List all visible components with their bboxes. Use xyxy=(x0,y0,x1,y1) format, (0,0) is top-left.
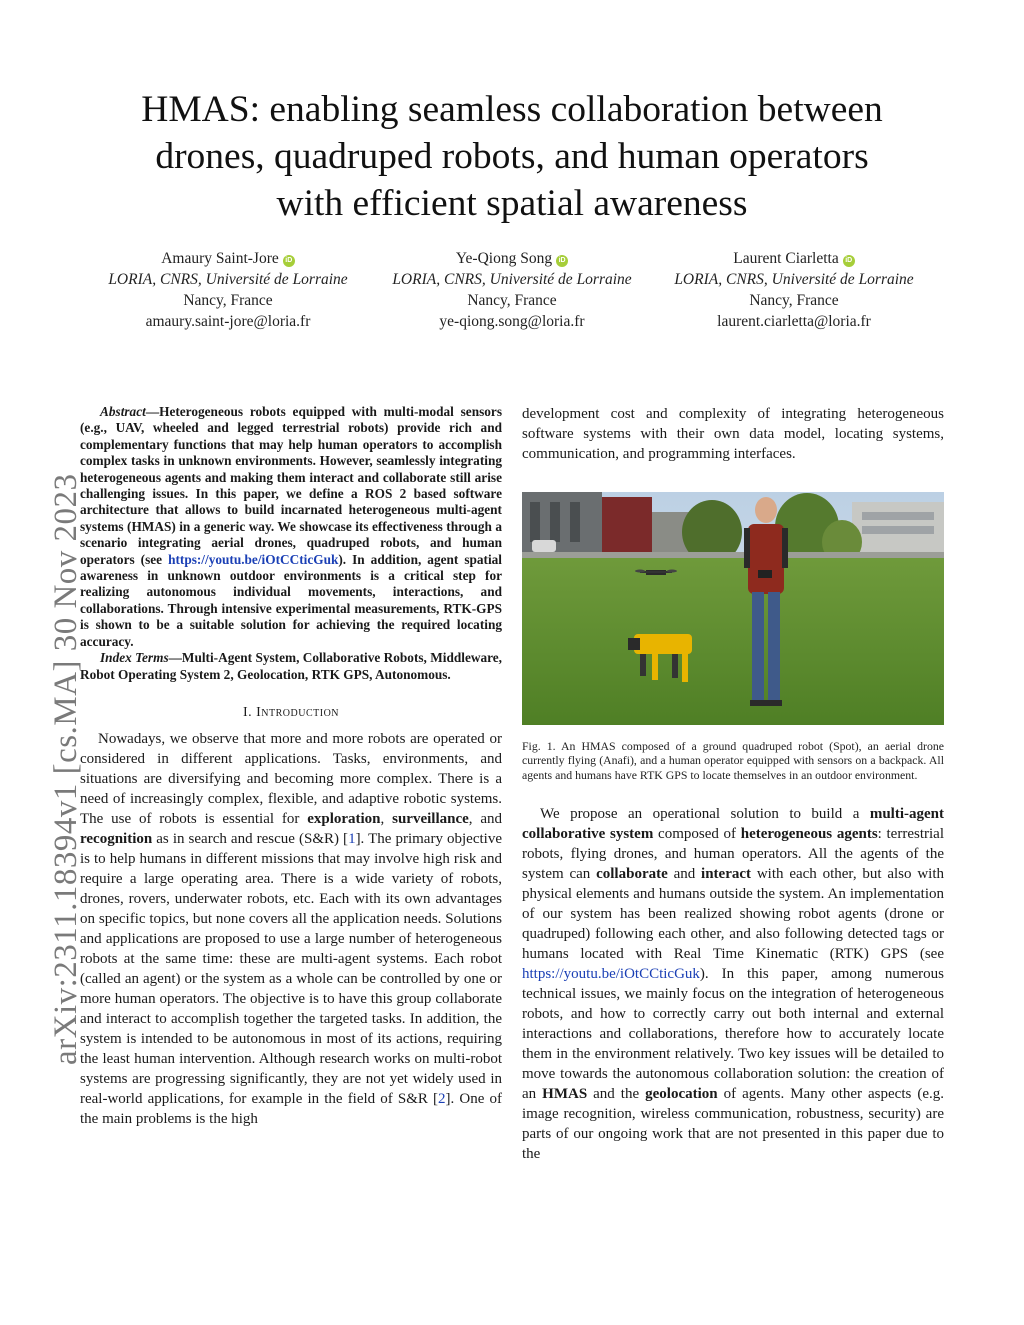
text-run: ). In this paper, among numerous technical issues, we mainly focus on the integration of heterogeneous robots, and how to correctly carry out both internal and external interactions and collaborations, therefore how to accurately locate them in the environment relatively. Two key issues will be detailed to move towards the autonomous collaboration solution: the creation of an xyxy=(522,965,944,1102)
right-column xyxy=(522,404,944,1164)
intro-paragraph xyxy=(80,729,502,1129)
text-run: and xyxy=(667,865,702,882)
author-2 xyxy=(362,248,662,332)
text-run: and the xyxy=(587,1085,646,1102)
author-name: Ye-Qiong Song xyxy=(455,250,553,267)
author-city: Nancy, France xyxy=(467,292,557,309)
text-run: composed of xyxy=(653,825,741,842)
car xyxy=(532,540,556,552)
index-terms-text: —Multi-Agent System, Collaborative Robots, Middleware, Robot Operating System 2, Geolocation, RTK GPS, Autonomous. xyxy=(80,650,502,682)
text-run: as in search and rescue (S&R) [ xyxy=(152,830,349,847)
author-city: Nancy, France xyxy=(183,292,273,309)
title-line-1: HMAS: enabling seamless collaboration between xyxy=(141,89,883,130)
author-email: amaury.saint-jore@loria.fr xyxy=(145,313,311,330)
figure-caption: Fig. 1. An HMAS composed of a ground quadruped robot (Spot), an aerial drone currently flying (Anafi), and a human operator equipped with sensors on a backpack. All agents and humans have RTK GPS to locate themselves in an outdoor environment. xyxy=(522,739,944,782)
index-terms xyxy=(80,650,502,683)
author-name: Amaury Saint-Jore xyxy=(161,250,279,267)
author-affiliation: LORIA, CNRS, Université de Lorraine xyxy=(392,271,632,288)
text-run: , and xyxy=(468,810,502,827)
abstract-text: —Heterogeneous robots equipped with multi-modal sensors (e.g., UAV, wheeled and legged terrestrial robots) provide rich and complementary functions that may help human operators to accomplish complex tasks in unknown environments. However, seamlessly integrating heterogeneous agents and making them interact and collaborate still arise challenging issues. In this paper, we define a ROS 2 based software architecture that allows to build incarnated heterogeneous multi-agent systems (HMAS) in a generic way. We showcase its effectiveness through a scenario integrating aerial drones, quadruped robots, and human operators (see xyxy=(80,404,502,567)
author-1 xyxy=(78,248,378,332)
title-line-3: with efficient spatial awareness xyxy=(276,183,748,224)
text-run: ]. The primary objective is to help humans in different missions that may involve high risk and require a large operating area. There is a wide variety of robots, drones, rovers, underwater robots, etc. Each with its own advantages on specific topics, but none covers all the application needs. Solutions and applications are proposed to use a large number of heterogeneous robots at the same time: these are multi-agent systems. Each robot (called an agent) or the system as a whole can be controlled by one or more human operators. The objective is to have this group collaborate and interact to accomplish together the targeted tasks. In addition, the system is intended to be autonomous in most of its actions, requiring the least human intervention. Although research works on multi-robot systems are progressing significantly, they are not yet widely used in real-world applications, for example in the field of S&R [ xyxy=(80,830,502,1107)
grass-field xyxy=(522,558,944,725)
index-terms-lead: Index Terms xyxy=(100,650,169,666)
orcid-icon[interactable]: iD xyxy=(283,255,295,267)
video-link[interactable]: https://youtu.be/iOtCCticGuk xyxy=(168,551,339,567)
text-run: of agents. Many other aspects (e.g. image recognition, wireless communication, robustness, security) are parts of our ongoing work that are not presented in this paper due to the xyxy=(522,1085,944,1162)
left-column xyxy=(80,404,502,1129)
title-line-2: drones, quadruped robots, and human operators xyxy=(155,136,869,177)
bold-term: exploration xyxy=(307,810,381,827)
text-run: Nowadays, we observe that more and more robots are operated or considered in different applications. Tasks, environments, and situations are diversifying and becoming more complex. There is a need of increasingly complex, flexible, and adaptive robotic systems. The use of robots is essential for xyxy=(80,730,502,827)
author-block xyxy=(80,248,944,338)
abstract xyxy=(80,404,502,650)
text-run: ]. One of the main problems is the high xyxy=(80,1090,502,1127)
citation-link[interactable]: 2 xyxy=(438,1090,446,1107)
video-link[interactable]: https://youtu.be/iOtCCticGuk xyxy=(522,965,700,982)
bold-term: interact xyxy=(701,865,752,882)
author-city: Nancy, France xyxy=(749,292,839,309)
text-run: : terrestrial robots, flying drones, and human operators. All the agents of the system can xyxy=(522,825,944,882)
text-run: , xyxy=(380,810,393,827)
arxiv-identifier: arXiv:2311.18394v1 [cs.MA] 30 Nov 2023 xyxy=(48,473,84,1065)
author-3 xyxy=(644,248,944,332)
author-email: ye-qiong.song@loria.fr xyxy=(439,313,585,330)
author-affiliation: LORIA, CNRS, Université de Lorraine xyxy=(108,271,348,288)
citation-link[interactable]: 1 xyxy=(348,830,356,847)
bold-term: multi-agent collaborative system xyxy=(522,805,944,842)
bold-term: collaborate xyxy=(596,865,668,882)
bold-term: HMAS xyxy=(542,1085,588,1102)
orcid-icon[interactable]: iD xyxy=(556,255,568,267)
bold-term: geolocation xyxy=(645,1085,718,1102)
abstract-lead: Abstract xyxy=(100,404,146,419)
figure-photo xyxy=(522,492,944,725)
author-affiliation: LORIA, CNRS, Université de Lorraine xyxy=(674,271,914,288)
author-email: laurent.ciarletta@loria.fr xyxy=(717,313,871,330)
orcid-icon[interactable]: iD xyxy=(843,255,855,267)
paper-title xyxy=(80,86,944,227)
bold-term: heterogeneous agents xyxy=(740,825,878,842)
proposal-paragraph xyxy=(522,804,944,1164)
field-scene-illustration xyxy=(522,492,944,725)
abstract-text-end: ). In addition, agent spatial awareness in unknown outdoor environments is a critical step for realizing autonomous individual movements, interactions, and collaborations. Through intensive experimental measurements, RTK-GPS is shown to be a suitable solution for achieving the required locating accuracy. xyxy=(80,551,503,649)
section-heading-text: I. Introduction xyxy=(242,704,340,720)
continued-paragraph: development cost and complexity of integrating heterogeneous software systems with their own data model, locating systems, communication, and programming interfaces. xyxy=(522,406,944,462)
text-run: We propose an operational solution to build a xyxy=(540,805,870,822)
text-run: with each other, but also with physical elements and humans outside the system. An implementation of our system has been realized showing robot agents (drone or quadruped) following each other, and also following detected tags or humans located with Real Time Kinematic (RTK) GPS (see xyxy=(522,865,944,962)
bold-term: surveillance xyxy=(392,810,469,827)
section-heading xyxy=(80,705,502,721)
author-name: Laurent Ciarletta xyxy=(733,250,839,267)
bold-term: recognition xyxy=(80,830,153,847)
